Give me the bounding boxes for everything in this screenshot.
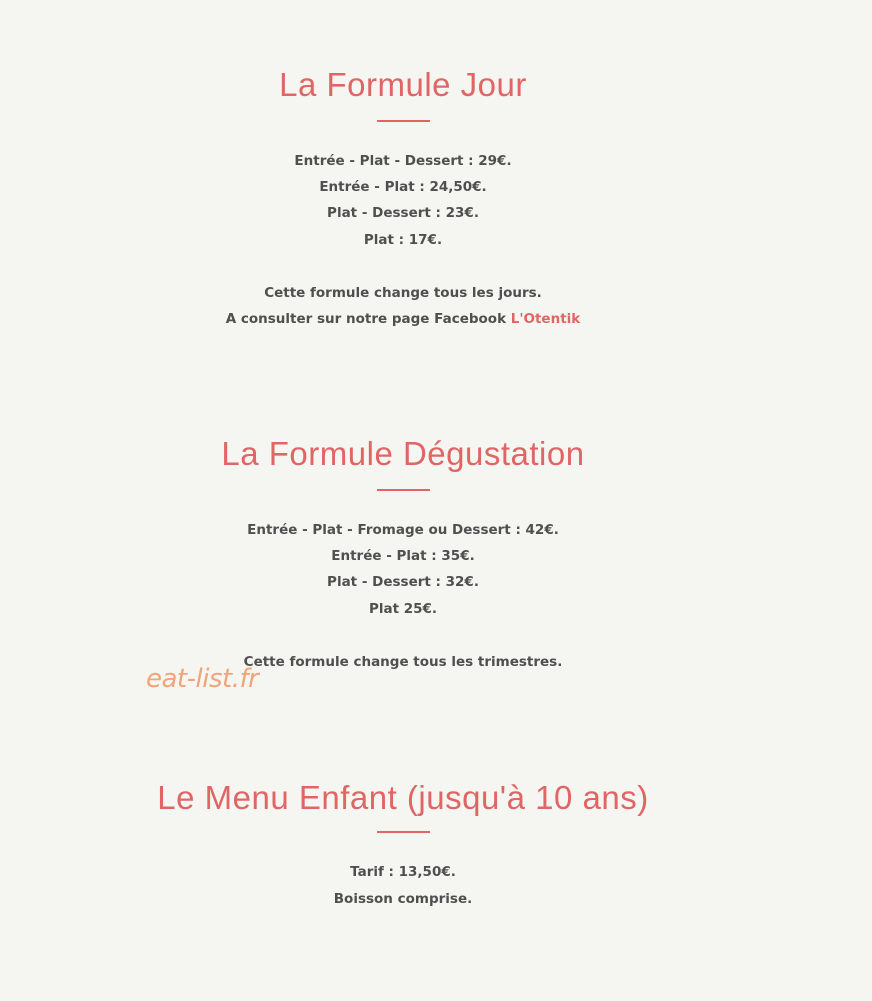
menu-line: Plat : 17€. xyxy=(363,232,443,248)
consult-text: A consulter sur notre page Facebook xyxy=(225,311,511,327)
menu-line: Boisson comprise. xyxy=(333,891,473,907)
menu-note: Cette formule change tous les trimestres. xyxy=(243,654,563,670)
title-divider xyxy=(377,831,430,833)
section-title-menu-enfant: Le Menu Enfant (jusqu'à 10 ans) xyxy=(157,779,649,816)
title-divider xyxy=(377,120,430,122)
consult-facebook-line xyxy=(0,309,806,329)
eat-list-watermark: eat-list.fr xyxy=(146,664,259,694)
menu-line: Entrée - Plat - Dessert : 29€. xyxy=(294,153,512,169)
menu-line: Plat - Dessert : 32€. xyxy=(327,574,479,590)
menu-line: Plat 25€. xyxy=(368,601,438,617)
menu-line: Plat - Dessert : 23€. xyxy=(327,205,479,221)
section-title-formule-degustation: La Formule Dégustation xyxy=(221,435,585,472)
section-title-formule-jour: La Formule Jour xyxy=(279,66,527,103)
menu-line: Tarif : 13,50€. xyxy=(350,864,456,880)
facebook-page-link[interactable]: L'Otentik xyxy=(510,311,581,327)
menu-line: Entrée - Plat : 35€. xyxy=(331,548,475,564)
menu-line: Entrée - Plat - Fromage ou Dessert : 42€. xyxy=(247,522,559,538)
menu-note: Cette formule change tous les jours. xyxy=(264,285,542,301)
menu-line: Entrée - Plat : 24,50€. xyxy=(319,179,487,195)
title-divider xyxy=(377,489,430,491)
